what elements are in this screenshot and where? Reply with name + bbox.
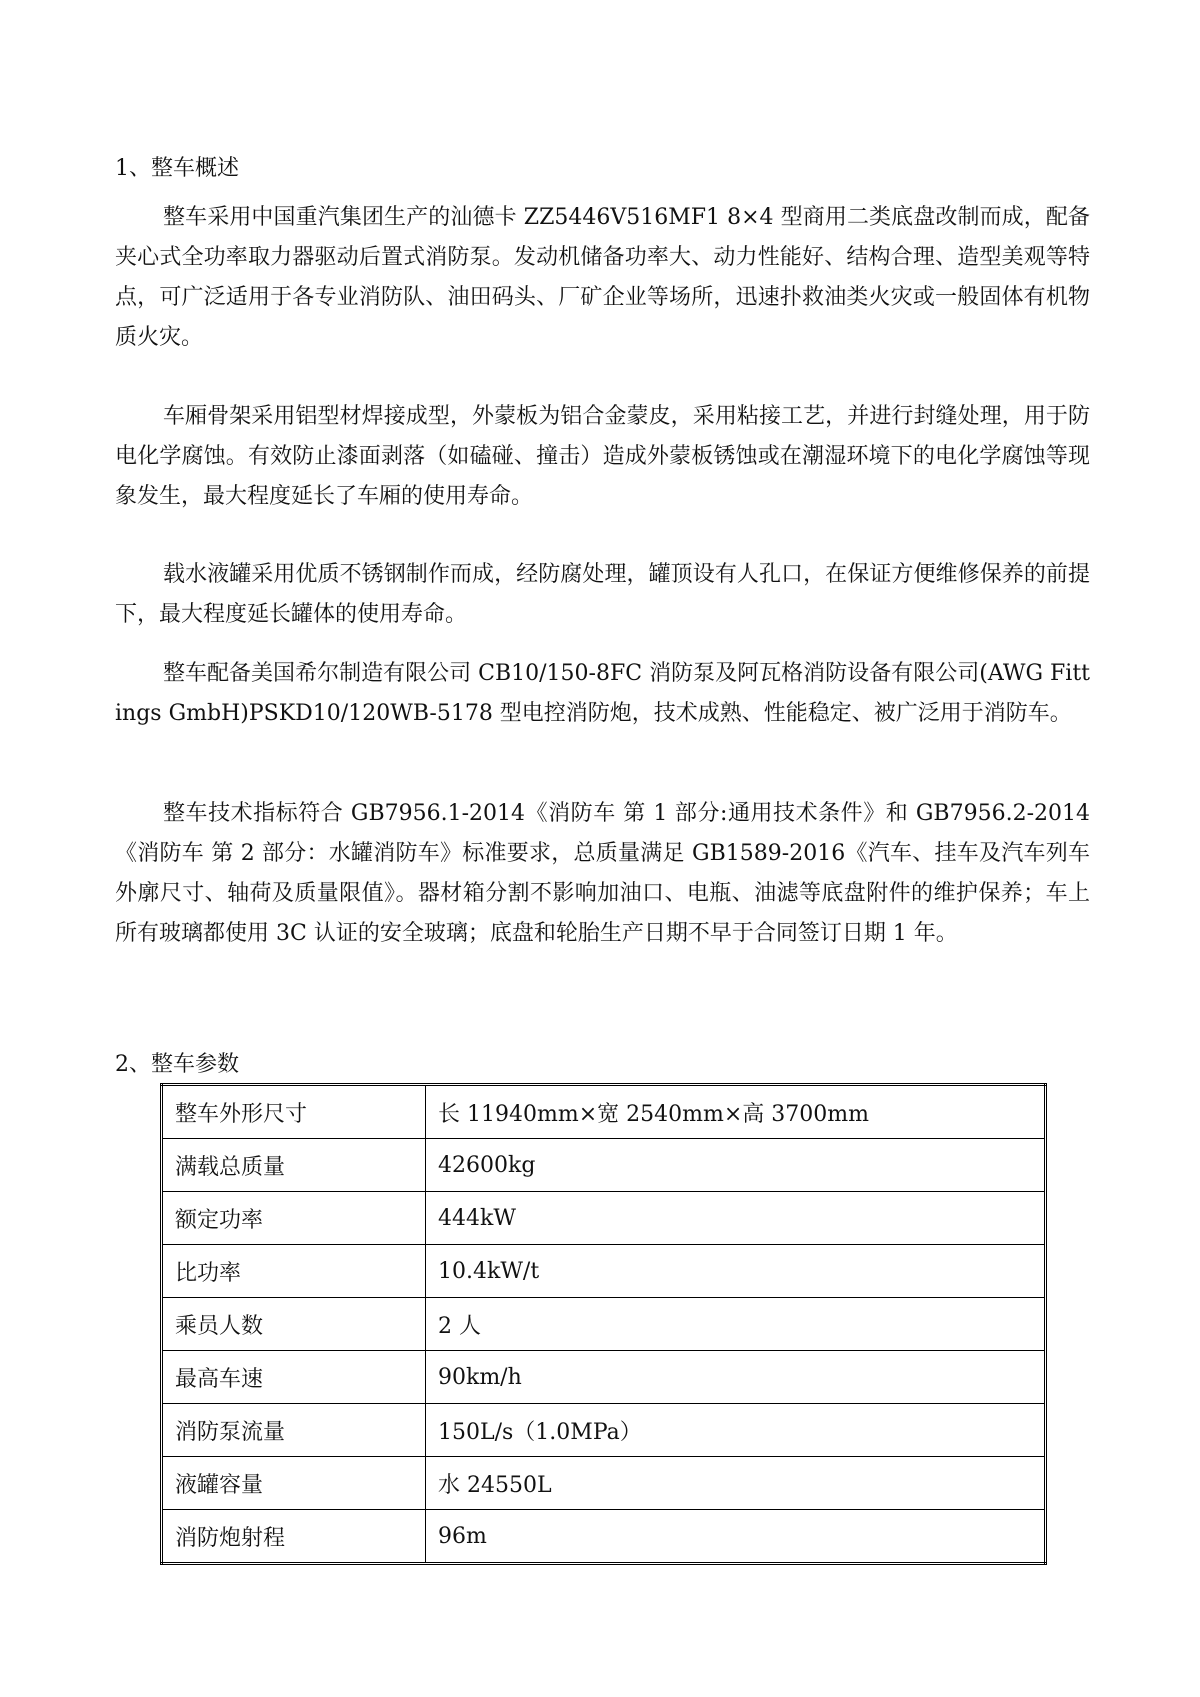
param-value: 96m bbox=[426, 1510, 1046, 1564]
table-row bbox=[162, 1404, 1046, 1457]
paragraph-standards: 整车技术指标符合 GB7956.1-2014《消防车 第 1 部分:通用技术条件》和 GB7956.2-2014《消防车 第 2 部分：水罐消防车》标准要求，总质量满足 GB1589-2016《汽车、挂车及汽车列车外廓尺寸、轴荷及质量限值》。器材箱分割不影响加油口、电瓶、油滤等底盘附件的维护保养；车上所有玻璃都使用 3C 认证的安全玻璃；底盘和轮胎生产日期不早于合同签订日期 1 年。 bbox=[115, 801, 1090, 946]
table-row bbox=[162, 1192, 1046, 1245]
param-label: 最高车速 bbox=[162, 1351, 426, 1404]
param-value: 150L/s（1.0MPa） bbox=[426, 1404, 1046, 1457]
table-row bbox=[162, 1139, 1046, 1192]
table-row bbox=[162, 1298, 1046, 1351]
paragraph-water-tank: 载水液罐采用优质不锈钢制作而成，经防腐处理，罐顶设有人孔口，在保证方便维修保养的前提下，最大程度延长罐体的使用寿命。 bbox=[115, 562, 1090, 627]
param-label: 乘员人数 bbox=[162, 1298, 426, 1351]
paragraph-pump-monitor: 整车配备美国希尔制造有限公司 CB10/150-8FC 消防泵及阿瓦格消防设备有限公司(AWG Fittings GmbH)PSKD10/120WB-5178 型电控消防炮，技术成熟、性能稳定、被广泛用于消防车。 bbox=[115, 661, 1090, 726]
param-label: 额定功率 bbox=[162, 1192, 426, 1245]
param-value: 42600kg bbox=[426, 1139, 1046, 1192]
param-value: 2 人 bbox=[426, 1298, 1046, 1351]
paragraph-chassis: 整车采用中国重汽集团生产的汕德卡 ZZ5446V516MF1 8×4 型商用二类底盘改制而成，配备夹心式全功率取力器驱动后置式消防泵。发动机储备功率大、动力性能好、结构合理、造型美观等特点，可广泛适用于各专业消防队、油田码头、厂矿企业等场所，迅速扑救油类火灾或一般固体有机物质火灾。 bbox=[115, 205, 1090, 350]
param-value: 10.4kW/t bbox=[426, 1245, 1046, 1298]
parameters-table bbox=[160, 1083, 1047, 1565]
section-heading-parameters: 2、整车参数 bbox=[115, 1052, 239, 1077]
table-row bbox=[162, 1245, 1046, 1298]
paragraph-body-frame: 车厢骨架采用铝型材焊接成型，外蒙板为铝合金蒙皮，采用粘接工艺，并进行封缝处理，用于防电化学腐蚀。有效防止漆面剥落（如磕碰、撞击）造成外蒙板锈蚀或在潮湿环境下的电化学腐蚀等现象发生，最大程度延长了车厢的使用寿命。 bbox=[115, 404, 1090, 509]
param-value: 90km/h bbox=[426, 1351, 1046, 1404]
param-value: 长 11940mm×宽 2540mm×高 3700mm bbox=[426, 1085, 1046, 1139]
param-label: 满载总质量 bbox=[162, 1139, 426, 1192]
table-row bbox=[162, 1457, 1046, 1510]
param-label: 比功率 bbox=[162, 1245, 426, 1298]
param-label: 整车外形尺寸 bbox=[162, 1085, 426, 1139]
section-heading-overview: 1、整车概述 bbox=[115, 156, 239, 181]
param-label: 液罐容量 bbox=[162, 1457, 426, 1510]
table-row bbox=[162, 1351, 1046, 1404]
param-value: 444kW bbox=[426, 1192, 1046, 1245]
table-row bbox=[162, 1510, 1046, 1564]
param-label: 消防炮射程 bbox=[162, 1510, 426, 1564]
param-label: 消防泵流量 bbox=[162, 1404, 426, 1457]
param-value: 水 24550L bbox=[426, 1457, 1046, 1510]
table-row bbox=[162, 1085, 1046, 1139]
